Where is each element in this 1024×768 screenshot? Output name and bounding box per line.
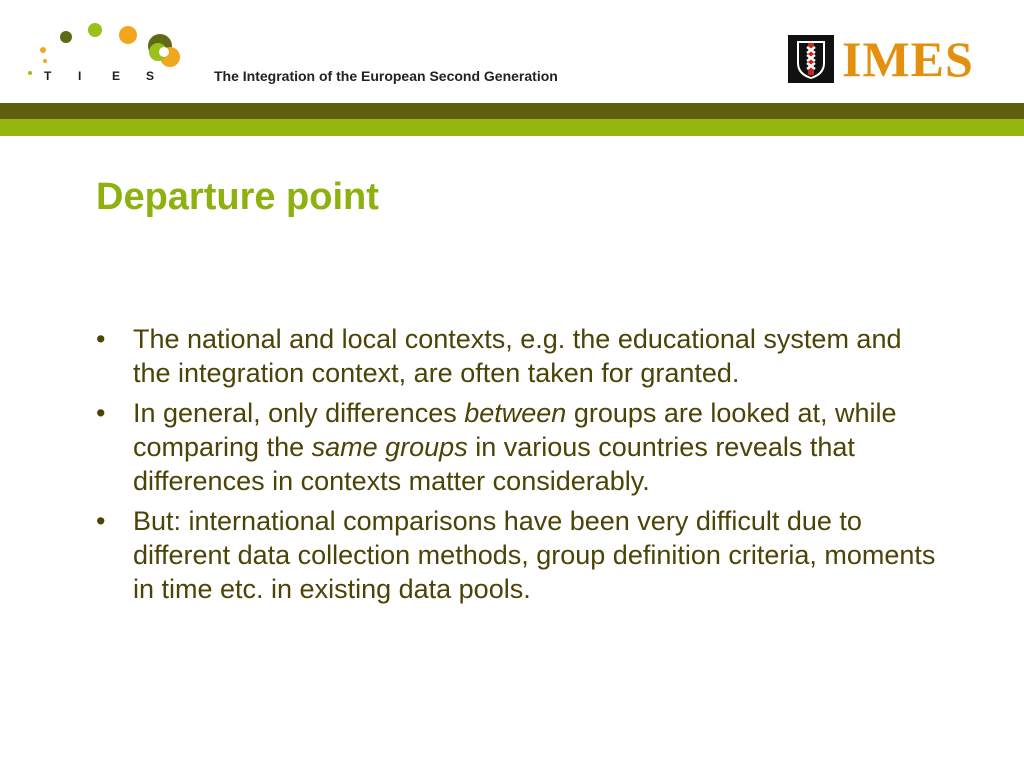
bullet-item: [96, 322, 946, 390]
bullet-text: groups are looked at, while comparing the: [133, 398, 897, 462]
ties-letter: S: [146, 69, 155, 83]
bullet-list: [96, 322, 946, 612]
header-tagline: The Integration of the European Second Generation: [214, 68, 558, 84]
ties-wordmark: [44, 69, 180, 83]
ties-dots-icon: [0, 0, 200, 100]
ties-letter: T: [44, 69, 52, 83]
header-band-dark: [0, 103, 1024, 119]
bullet-emphasis: same groups: [311, 432, 468, 462]
bullet-item: [96, 396, 946, 498]
uva-shield-icon: [788, 35, 834, 83]
header-band-light: [0, 119, 1024, 136]
ties-logo: [0, 0, 200, 100]
bullet-text: The national and local contexts, e.g. the educational system and the integration context, are often taken for granted.: [133, 324, 902, 388]
imes-logo: [788, 32, 974, 86]
imes-wordmark: IMES: [842, 31, 974, 87]
bullet-text: In general, only differences: [133, 398, 465, 428]
ties-letter: I: [78, 69, 82, 83]
bullet-item: [96, 504, 946, 606]
bullet-text: But: international comparisons have been very difficult due to different data collection methods, group definition criteria, moments in time etc. in existing data pools.: [133, 506, 936, 604]
ties-letter: E: [112, 69, 121, 83]
bullet-text: in various countries reveals that differences in contexts matter considerably.: [133, 432, 855, 496]
slide-title: Departure point: [96, 176, 379, 218]
bullet-emphasis: between: [464, 398, 567, 428]
